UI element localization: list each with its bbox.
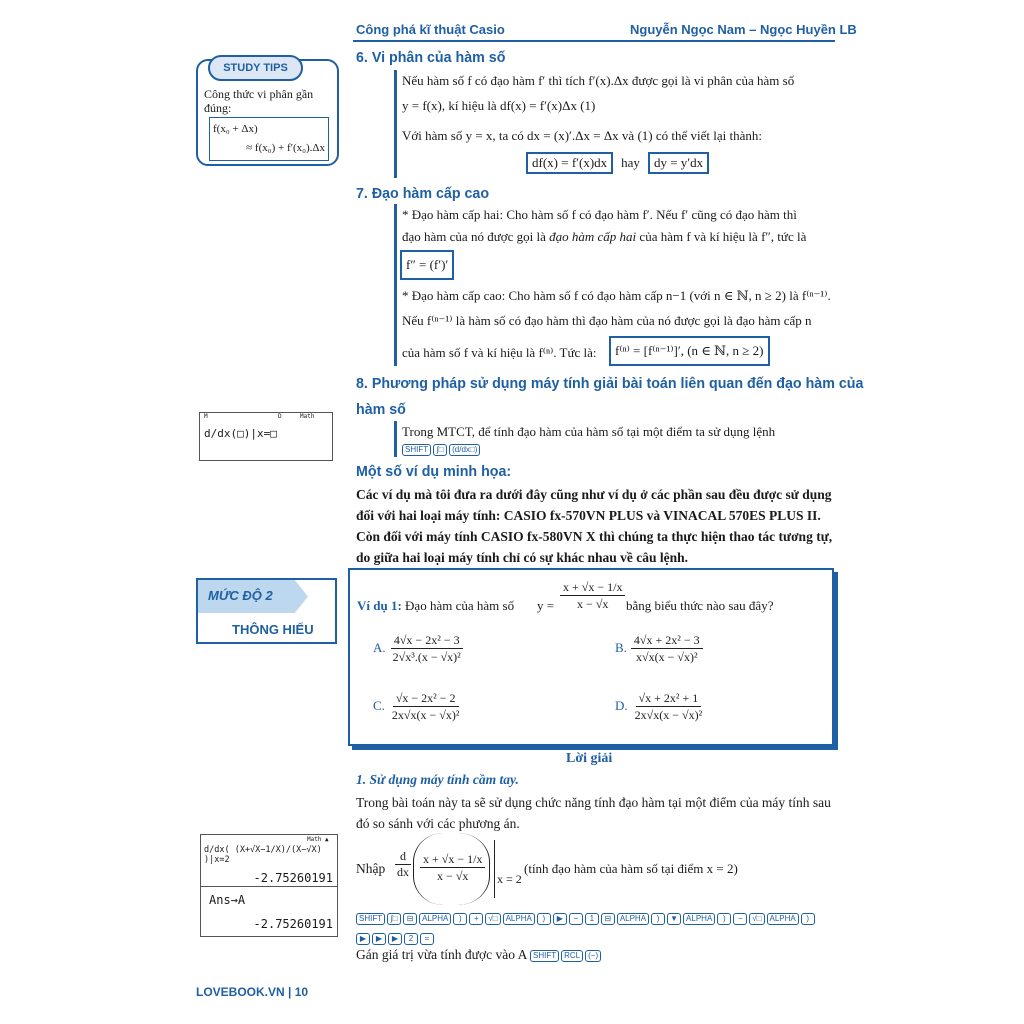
calculator-screen-2 bbox=[200, 834, 338, 937]
header-divider bbox=[353, 40, 835, 42]
solution-input-expression bbox=[420, 851, 485, 884]
key: 2 bbox=[404, 933, 418, 945]
example1-text-after: bằng biểu thức nào sau đây? bbox=[626, 598, 774, 613]
key-shift: SHIFT bbox=[402, 444, 431, 456]
section7-line5: của hàm số f và kí hiệu là f⁽ⁿ⁾. Tức là: bbox=[402, 345, 597, 360]
section7-bar bbox=[394, 204, 397, 366]
key-integral: ∫□ bbox=[433, 444, 447, 456]
key: + bbox=[469, 913, 483, 925]
calc2-divider bbox=[201, 886, 337, 887]
solution-input-num: x + √x − 1/x bbox=[420, 851, 485, 868]
eval-bar bbox=[494, 840, 495, 898]
section7-title: 7. Đạo hàm cấp cao bbox=[356, 185, 490, 202]
key: ⊟ bbox=[403, 913, 417, 925]
key-ddx: (d/dx□) bbox=[449, 444, 480, 456]
example1-label: Ví dụ 1: bbox=[357, 598, 402, 613]
footer-site: LOVEBOOK.VN bbox=[196, 985, 285, 999]
option-d-letter: D. bbox=[615, 698, 628, 714]
calculator-screen-1 bbox=[199, 412, 333, 461]
key: − bbox=[733, 913, 747, 925]
example1-y-den: x − √x bbox=[577, 597, 609, 611]
option-c-letter: C. bbox=[373, 698, 385, 714]
option-a bbox=[373, 632, 464, 665]
calc2-expression: d/dx( (X+√X−1/X)/(X−√X) )|x=2 bbox=[204, 845, 322, 865]
key: ) bbox=[453, 913, 467, 925]
section7-line2a: đạo hàm của nó được gọi là bbox=[402, 229, 550, 244]
section6-line3: Với hàm số y = x, ta có dx = (x)′.Δx = Δx và (1) có thể viết lại thành: bbox=[402, 128, 762, 143]
section7-line2 bbox=[402, 229, 806, 244]
section7-box1: f″ = (f′)′ bbox=[400, 250, 454, 280]
section8-keys bbox=[402, 441, 482, 459]
section6-box1: df(x) = f′(x)dx bbox=[526, 152, 613, 174]
calc2-status: Math ▲ bbox=[307, 836, 329, 843]
header-left: Công phá kĩ thuật Casio bbox=[356, 22, 505, 37]
key: ▶ bbox=[553, 913, 567, 925]
calc1-status-right: Math bbox=[300, 413, 315, 420]
solution-assign-text: Gán giá trị vừa tính được vào A bbox=[356, 947, 527, 962]
key: ALPHA bbox=[503, 913, 535, 925]
example1-question bbox=[357, 598, 514, 613]
key: ALPHA bbox=[767, 913, 799, 925]
example1-y-eq: y = bbox=[537, 598, 555, 613]
key: ) bbox=[537, 913, 551, 925]
section6-title: 6. Vi phân của hàm số bbox=[356, 49, 506, 66]
ddx-symbol: d dx bbox=[397, 849, 409, 879]
example1-y-num: x + √x − 1/x bbox=[560, 579, 625, 596]
section8-title-line2: hàm số bbox=[356, 401, 406, 418]
header-right: Nguyễn Ngọc Nam – Ngọc Huyền LB bbox=[630, 22, 857, 37]
level-badge-line2: THÔNG HIỂU bbox=[232, 622, 314, 637]
section7-line1: * Đạo hàm cấp hai: Cho hàm số f có đạo hàm f′. Nếu f′ cũng có đạo hàm thì bbox=[402, 207, 797, 222]
footer-page: 10 bbox=[294, 985, 309, 999]
key: = bbox=[420, 933, 434, 945]
option-a-letter: A. bbox=[373, 640, 386, 656]
solution-input-at: x = 2 bbox=[497, 872, 522, 886]
section8-bar bbox=[394, 421, 397, 457]
option-c-num: √x − 2x² − 2 bbox=[393, 690, 459, 707]
option-b-letter: B. bbox=[615, 640, 627, 656]
footer-sep: | bbox=[288, 985, 292, 999]
key: ) bbox=[801, 913, 815, 925]
solution-title: Lời giải bbox=[566, 751, 613, 766]
key: ▶ bbox=[372, 933, 386, 945]
level-badge-line1: MỨC ĐỘ 2 bbox=[208, 588, 273, 603]
examples-intro: Các ví dụ mà tôi đưa ra dưới đây cũng như ví dụ ở các phần sau đều được sử dụng đối với hai loại máy tính: CASIO fx-570VN PLUS và VINACAL 570ES PLUS II. Còn đối với máy tính CASIO fx-580VN X thì chúng ta thực hiện thao tác tương tự, do giữa hai loại máy tính chỉ có sự khác nhau về câu lệnh. bbox=[356, 487, 833, 565]
section6-line2: y = f(x), kí hiệu là df(x) = f′(x)Δx (1) bbox=[402, 98, 596, 113]
section6-line1: Nếu hàm số f có đạo hàm f′ thì tích f′(x).Δx được gọi là vi phân của hàm số bbox=[402, 73, 795, 88]
example1-function bbox=[560, 579, 625, 612]
formula-line1: f(x₀ + Δx) bbox=[213, 123, 258, 135]
solution-sub1: 1. Sử dụng máy tính cầm tay. bbox=[356, 772, 519, 787]
key: √□ bbox=[749, 913, 764, 925]
option-b bbox=[615, 632, 703, 665]
section8-title-line1: 8. Phương pháp sử dụng máy tính giải bài toán liên quan đến đạo hàm của bbox=[356, 375, 864, 392]
key: SHIFT bbox=[356, 913, 385, 925]
section7-line2c: của hàm f và kí hiệu là f″, tức là bbox=[636, 229, 807, 244]
section7-box2: f⁽ⁿ⁾ = [f⁽ⁿ⁻¹⁾]′, (n ∈ ℕ, n ≥ 2) bbox=[609, 336, 770, 366]
key: (−) bbox=[585, 950, 601, 962]
option-d bbox=[615, 690, 705, 723]
key: ALPHA bbox=[683, 913, 715, 925]
footer bbox=[196, 985, 308, 999]
calc1-status-mid: D bbox=[278, 413, 282, 420]
key: ) bbox=[651, 913, 665, 925]
key: ALPHA bbox=[617, 913, 649, 925]
formula-line2: ≈ f(x₀) + f′(x₀).Δx bbox=[246, 142, 325, 154]
key: − bbox=[569, 913, 583, 925]
examples-title: Một số ví dụ minh họa: bbox=[356, 463, 512, 480]
solution-input-label: Nhập bbox=[356, 861, 386, 876]
calc2-line2: Ans→A bbox=[209, 893, 246, 907]
calc1-status-left: M bbox=[204, 413, 208, 420]
keys-row1 bbox=[356, 910, 834, 928]
solution-paragraph: Trong bài toán này ta sẽ sử dụng chức năng tính đạo hàm tại một điểm của máy tính sau đó so sánh với các phương án. bbox=[356, 795, 831, 831]
option-a-den: 2√x³.(x − √x)² bbox=[392, 650, 461, 664]
study-tips-text: Công thức vi phân gần đúng: bbox=[204, 87, 314, 115]
key: SHIFT bbox=[530, 950, 559, 962]
key: RCL bbox=[561, 950, 583, 962]
key: ▶ bbox=[388, 933, 402, 945]
solution-assign bbox=[356, 947, 603, 963]
solution-input-den: x − √x bbox=[437, 869, 469, 883]
keys-row2 bbox=[356, 930, 436, 948]
section7-line2b: đạo hàm cấp hai bbox=[549, 229, 637, 244]
key: ▶ bbox=[356, 933, 370, 945]
section6-box-row bbox=[526, 152, 709, 174]
option-d-num: √x + 2x² + 1 bbox=[636, 690, 702, 707]
option-b-num: 4√x + 2x² − 3 bbox=[631, 632, 703, 649]
section6-bar bbox=[394, 70, 397, 178]
key: √□ bbox=[485, 913, 500, 925]
key: ) bbox=[717, 913, 731, 925]
option-c-den: 2x√x(x − √x)² bbox=[391, 708, 460, 722]
key: ⊟ bbox=[601, 913, 615, 925]
study-tips-formula bbox=[209, 117, 329, 161]
key: 1 bbox=[585, 913, 599, 925]
key: ▼ bbox=[667, 913, 681, 925]
option-c bbox=[373, 690, 462, 723]
section7-line4: Nếu f⁽ⁿ⁻¹⁾ là hàm số có đạo hàm thì đạo hàm của nó được gọi là đạo hàm cấp n bbox=[402, 313, 812, 328]
calc1-expression: d/dx(□)|x=□ bbox=[204, 427, 277, 440]
key: ∫□ bbox=[387, 913, 401, 925]
calc2-result1: -2.75260191 bbox=[253, 871, 333, 885]
key: ALPHA bbox=[419, 913, 451, 925]
section7-line3: * Đạo hàm cấp cao: Cho hàm số f có đạo hàm cấp n−1 (với n ∈ ℕ, n ≥ 2) là f⁽ⁿ⁻¹⁾. bbox=[402, 288, 831, 303]
calc2-result2: -2.75260191 bbox=[253, 917, 333, 931]
section6-box2: dy = y′dx bbox=[648, 152, 709, 174]
section8-line1: Trong MTCT, để tính đạo hàm của hàm số tại một điểm ta sử dụng lệnh bbox=[402, 424, 776, 439]
section6-or: hay bbox=[621, 155, 640, 170]
study-tips-label: STUDY TIPS bbox=[208, 55, 303, 81]
option-b-den: x√x(x − √x)² bbox=[636, 650, 698, 664]
example1-text-before: Đạo hàm của hàm số bbox=[405, 598, 515, 613]
level-badge bbox=[196, 578, 337, 644]
option-a-num: 4√x − 2x² − 3 bbox=[391, 632, 463, 649]
option-d-den: 2x√x(x − √x)² bbox=[634, 708, 703, 722]
solution-input-note: (tính đạo hàm của hàm số tại điểm x = 2) bbox=[524, 861, 738, 876]
